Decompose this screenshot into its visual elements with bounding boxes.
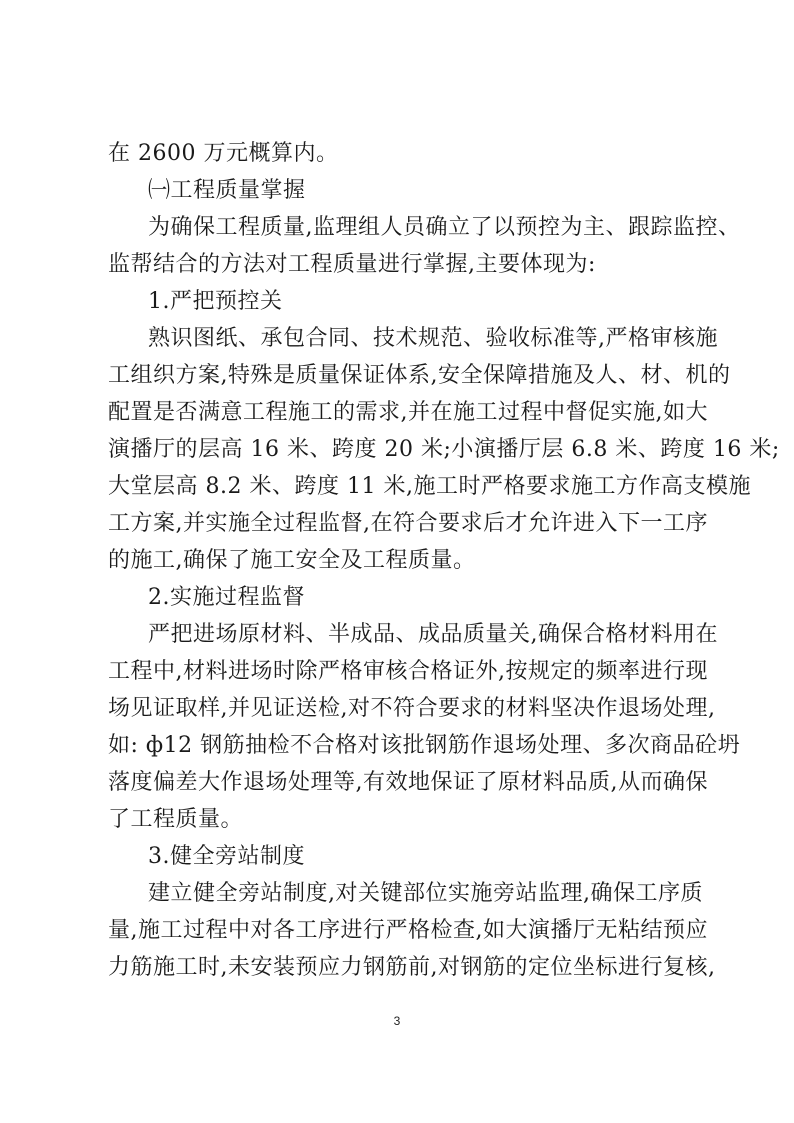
subsection-heading: 1.严把预控关: [148, 289, 283, 314]
paragraph-line: 配置是否满意工程施工的需求,并在施工过程中督促实施,如大: [108, 400, 708, 425]
paragraph-line: 落度偏差大作退场处理等,有效地保证了原材料品质,从而确保: [108, 770, 708, 795]
paragraph-line: 演播厅的层高 16 米、跨度 20 米;小演播厅层 6.8 米、跨度 16 米;: [108, 437, 780, 462]
paragraph-line: 在 2600 万元概算内。: [108, 141, 339, 166]
paragraph-line: 监帮结合的方法对工程质量进行掌握,主要体现为:: [108, 252, 596, 277]
paragraph-line: 力筋施工时,未安装预应力钢筋前,对钢筋的定位坐标进行复核,: [108, 955, 716, 980]
paragraph-line: 如: ф12 钢筋抽检不合格对该批钢筋作退场处理、多次商品砼坍: [108, 733, 741, 758]
page-number: 3: [393, 1014, 401, 1028]
paragraph-line: 量,施工过程中对各工序进行严格检查,如大演播厅无粘结预应: [108, 918, 708, 943]
paragraph-line: 工方案,并实施全过程监督,在符合要求后才允许进入下一工序: [108, 511, 708, 536]
paragraph-line: 建立健全旁站制度,对关键部位实施旁站监理,确保工序质: [148, 881, 703, 906]
paragraph-line: 大堂层高 8.2 米、跨度 11 米,施工时严格要求施工方作高支模施: [108, 474, 751, 499]
section-heading: ㈠工程质量掌握: [148, 178, 306, 203]
paragraph-line: 的施工,确保了施工安全及工程质量。: [108, 548, 476, 573]
paragraph-line: 场见证取样,并见证送检,对不符合要求的材料坚决作退场处理,: [108, 696, 716, 721]
paragraph-line: 为确保工程质量,监理组人员确立了以预控为主、跟踪监控、: [148, 215, 741, 240]
paragraph-line: 工程中,材料进场时除严格审核合格证外,按规定的频率进行现: [108, 659, 708, 684]
subsection-heading: 2.实施过程监督: [148, 585, 305, 610]
subsection-heading: 3.健全旁站制度: [148, 844, 305, 869]
paragraph-line: 工组织方案,特殊是质量保证体系,安全保障措施及人、材、机的: [108, 363, 731, 388]
paragraph-line: 严把进场原材料、半成品、成品质量关,确保合格材料用在: [148, 622, 718, 647]
paragraph-line: 了工程质量。: [108, 807, 244, 832]
paragraph-line: 熟识图纸、承包合同、技术规范、验收标准等,严格审核施: [148, 326, 718, 351]
